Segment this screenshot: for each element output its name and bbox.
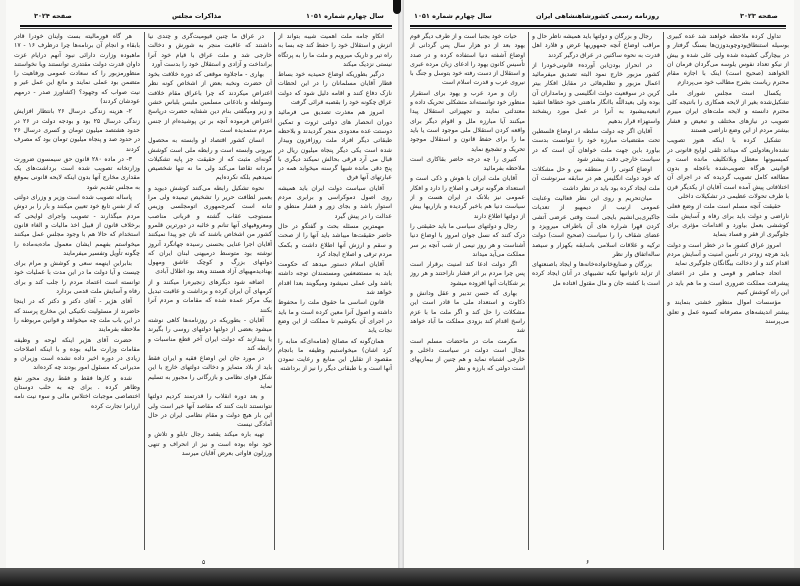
paragraph: بزرگان و صنایع‌خانواده‌خانه‌ها و ایجاد باصنعتهای از تزاید ناتوانیها تکیه تشبیهای در آنان ایجاد کرده است با کشته جان و مال مقتول افتاده مل bbox=[532, 261, 660, 287]
column-separator bbox=[528, 32, 529, 550]
right-page-header bbox=[404, 12, 794, 24]
paragraph: اتکاو جامه ملت اهمیت شیبه بتواند از انزش و استقلال خود را حفظ کند چه بسا به راه تیر و تاریک میرویم و ملت ما را به پرتگاه نیستی نزدیک میکند bbox=[278, 33, 392, 68]
paragraph: هر گاه فورمالیته بست واینان خودرا قادر بابقاء و انجام آن برنامه‌ها چرا درظرف ۱۶ - ۱۷ ماهبوده وزارت دارائی نبود آنهم درایام عزت داوان قدرت دولت مقتدری توانستند ویا نخواستند منظورمزبور را که سعادت عمومی ورفاهیت را متضمن بود عملی نمایند و مانع این عمل غیر و نیت صواب که وجهود؟ (کشاورز صدر - درمهم عودشان کردند) bbox=[14, 33, 140, 106]
paragraph: آقایان سیاست دولت ایران باید همیشه روی اصول دموکراسی و برابری مردم استوار باشد و بجای زور و فشار منطق و عدالت را در پیش گیرد bbox=[278, 184, 392, 220]
scan-ink-mark bbox=[393, 0, 401, 14]
paragraph: امروز هم معذرت تصدیق می فرمائید دوران انحصار های دولتی ثروت و تمکین دوستت عده معدودی منجر گردیدند و بلاحظه طبقاتی دیگر افراد ملت روزافزون وبیدار شده است یکی دیگر پنجاه میلیون ریال در قبال می آرد فرقی بحالش نمیکند دیگری با پنج دقی مانده شیها گرسنه میخوابد همه در عبارتهای آنها فرق bbox=[278, 109, 392, 182]
left-header-rule-thin bbox=[20, 28, 392, 29]
paragraph: پاساله تصویب شده است وزیر و وزرای دولتی که از نفس تابع خود تعیین میکنند و بار را بر دوش مردم میگذارند - تصویب واجرای لوایحی که برخلاف قانون از قبیل اخذ مالیات و الغاء قانون استخدام که حالا هم با وجود مجلس عمل میکنند میخواستم بفهمم ایشان معمول ماده‌به‌ماده را چگونه تأویل وتفسیر میفرمایند bbox=[14, 194, 140, 257]
paragraph: ۲- هزینه زندگی درسال ۲۶ بانتظار افزایش زندگی درسال ۲۵ بود و بودجه دولت در ۲۶ در حدود هشتصد میلیون تومان و کسری درسال ۲۶ در حدود صد و پنجاه میلیون تومان بود که مصرف کردند bbox=[14, 108, 140, 153]
paragraph: حقیقت آنچه مسلم است ملت از وضع فعلی ناراضی و دولت باید برای رفاه و آسایش ملت کوششی بعمل بیاورد و اقدامات مؤثری برای جلوگیری از فقر و فساد بنماید bbox=[667, 203, 789, 239]
paragraph: حضرت آقای هژیر اینکه لوحه و وظیفه مقامات وزارت مالیه بوده و با اینکه اصلاحات زیادی در دوره اخیر داده نشده است وزیران و مدیرانی که مسئول امور بودند چه کرده‌اند bbox=[14, 336, 140, 372]
left-issue-label: سال چهارم شماره ۱۰۵۱ bbox=[306, 12, 384, 20]
paragraph: شده و کارها فقط و فقط روی محور نفع وظاهر کرده . برای چه به حلب دوستان اختصاصی موجبات اختلاس مالی و سوء نیت نامه ارزانرا تجارت کرده bbox=[14, 374, 140, 410]
column-separator bbox=[274, 32, 275, 550]
left-header-rule bbox=[20, 25, 392, 27]
paragraph: میان‌تحریم و روی این نظر فعالیت وعنایت عمومی ارنیب از دیمهیو از تعدیات جاکیری‌بی‌انشیم بایجی است وقتی عرضی آتشی کردن قهرا شراره های آن باطراف میرویزد و عضای شقاف را را سیاست (صحیح است) دولت ترکیه و علاقات اسلامی باسابقه بکهزار و سیصد ساله‌اتفاق وار نظر bbox=[532, 195, 660, 258]
paragraph: رجال و بزرگان و دولتها باید همیشه ناظر حال و مراقب اوضاع آنچه جمهوریها غرض و فلارد اهل قدرت به نحوه ساکنین در عراق درگیر کردند bbox=[532, 33, 660, 59]
paragraph: بنابراین اینهمه سعی و کوشش و مرام برای چیست و آیا دولت ما در این مدت با عملیات خود توانسته است اعتماد مردم را جلب کند و برای رفاه و آسایش ملت قدمی بردارد bbox=[14, 260, 140, 296]
paragraph: کنیری را چه درجه حاضر بقاکاری است ملاحظه بفرمائید bbox=[410, 155, 525, 173]
left-page bbox=[6, 0, 398, 572]
paragraph: نحوه تشکیل رابطه می‌کنند کوشش دیوید و بعمیر لطافت حریر را تشخیص تیمیده ولی مرا تنانه است کمرجمهوری اتومجلسی وزیس مستوجب عقاب گشته و قربانی مناصب ومعروفیهای آنها تنانم و خائبه در دورترین قلمرو کشور من اشخاص باشند که نان جو پیدا نمیکنند آقایان اجرا عنایی بحسنی رسیده جهانگرد آنروز نوشته بود متوسط درمیهنی لبنان ایران که دولتهای بزرگ و کوچک عاشق ومهول بهنادیدمهیهای آزاد هستند وبعد بود اطلال آبادی bbox=[148, 184, 272, 276]
paragraph: اگر دولت ادعا کند امنیت برقرار است پس چرا مردم بر اثر فشار ناراحتند و هر روز بر شکایات آنها افزوده میشود bbox=[410, 261, 525, 287]
paragraph: و بعد دوره انقلاب را قدرتمند کردیم دولتها نتوانستند ثابت کنند که مقاصد آنها خیر است ولی این بار هیچ دولت و مقام نظامی ایران در حال آمادگی نیست bbox=[148, 393, 272, 429]
paragraph: یکسال است مجلس شورای ملی تشکیل‌شده بغیر از لایحه همکاری را بانتیجه کلی محترم دانسته و لایحه ملت‌های ایران میبرم تصویب در نیازهای مختلف و تبعیض و فشار بیشتر مردم از این وضع ناراضی هستند bbox=[667, 89, 789, 134]
paragraph: آقایان - بطوریکه در روزنامه‌ها کاهی نوشته میشود بعضی از دولتها دولتهای روسی را بگیرند یا بیندازند که دولت ایران آخر قطع مناسبات و رابطه کند bbox=[148, 316, 272, 352]
right-column-1 bbox=[410, 32, 525, 552]
left-section-title: مذاکرات مجلس bbox=[172, 12, 222, 20]
left-column-2 bbox=[148, 32, 272, 552]
paragraph: زان و مرد عرب و یهود برای استقرار منظور خود توانسته‌اند متشکلی تحریک داده و معتدلتی نمایند و تجهیزاتی استقلال پیدا میکنند آیا مبارزه ملل و اقوام دیگر برای واقعه کردن استقلال ملی موجود است یا باید ما را برای حفظ قانون و استقلال موجود تحریک و تشجیع نماید bbox=[410, 89, 525, 153]
left-page-footer-mark: ۵ bbox=[202, 559, 206, 566]
paragraph: آقایان ملت ایران با هوش و ذکی است و استعداد هرگونه ترقی و اصلاح را دارد و افکار عمومی نیز بلانک در ایران هست و از سیاست دنیا هم باخبر گردیده و بازاریها بیش از دولتها اطلاع دارند bbox=[410, 175, 525, 220]
scan-bottom-edge bbox=[0, 568, 800, 586]
paragraph: درگیر بطوریکه اوضاع حمیدیه خود بساط قطار آقایان مسلمانان را در این لحظات نازک دفاع کنند و اقامه دلیل شود که دولت عراق چکونه خود را بقصبه قرائی گرفت bbox=[278, 71, 392, 107]
left-page-header bbox=[6, 12, 398, 24]
right-header-rule-thin bbox=[410, 28, 786, 29]
paragraph: مهمترین مسئله بحث و گفتگو در حال حاضر حقیقت‌ها میباشد باید آنها را از صحت و سقم و ارزش آنها اطلاع داشت و بکمک مردم ترقی و اصلاح ایجاد کرد bbox=[278, 222, 392, 258]
column-separator bbox=[663, 32, 664, 550]
masthead-title: روزنامه رسمی کشورشاهنشاهی ایران bbox=[536, 12, 660, 20]
paragraph: حیات خود بجنبا است و از طرف دیگر قوم یهود بعد از دو هزار سال پس گردانی از اوضاع آشفته دنیا استفاده کرده و در صدد تأسیس کانون یهود را ادعای زبان مرده عبری و استقلال از دست رفته خود بتوسل و جنگ با نیروی عرب و قدرت اسلام است bbox=[410, 33, 525, 87]
left-page-number: صفحه ۳۰۲۴ bbox=[34, 12, 72, 20]
paragraph: قانون اساسی ما حقوق ملت را محفوظ داشته و اصول آنرا معین کرده است و ما باید در اجرای آن بکوشیم تا مملکت از این وضع نجات یابد bbox=[278, 299, 392, 335]
paragraph: بهاری - ماجلاوه موقعی که دوره خلافت بخود آن حضرت ونخبه بعض از اشخاص کونه نظر اعتراض میکردند که چرا باعراق مقام خلافت وسولطه و باذغانی مسلمین ملبس بلباس خشن و زبر ومیگفتی بنام دین شفتایه حضرت درپاسخ اعتراض فرموده آنچه بر تن پوشیده‌ام از جنس مردم ستمدیده است bbox=[148, 71, 272, 134]
paragraph: آقایان اسلام دستور میدهد که حکومت باید به مستضعفین ومستمندان توجه داشته باشد ولی عملی نمیشود ومیگویند بعدا اقدام خواهد شد bbox=[278, 261, 392, 297]
left-column-1 bbox=[14, 32, 140, 552]
column-separator bbox=[144, 32, 145, 550]
paragraph: بهاری که حسن تدبیر و عقل ودانش و ذکاوت و استعداد ملی ما قادر است این مشکلات را حل کند و اگر ملت ما با عزم راسخ اقدام کند بزودی مملکت ما آباد خواهد شد bbox=[410, 290, 525, 335]
paragraph: مؤسسات اموال منطور خشتی بنمایند و بیشتر اندیشه‌های مصرفانه کسوه عمل و تعلق می‌پرسند bbox=[667, 299, 789, 325]
right-page-footer-mark: ۶ bbox=[586, 559, 590, 566]
left-column-3 bbox=[278, 32, 392, 552]
paragraph: اتحاد جماهیر و قومی و ملی در اعضای پیشرفت مملکت ضروری است و ما هم باید در این راه کوشش کنیم bbox=[667, 270, 789, 297]
paragraph: اوضاع کنونی را از منطقه بین و حل مشکلات که خود دولت انگلیس هم در سابقه سرنوشت آن ملت ایجاد کرده بود باید در نظر داشت bbox=[532, 166, 660, 192]
paragraph: اضافه شود دیگرهای زنجیره‌را میکنند و از کرمهای آن ایران کرده و برداشت و عاقبت تبدیل بیک مرکز عمده شده که مقامات و مردم آنرا بکنند bbox=[148, 278, 272, 314]
right-column-3 bbox=[667, 32, 789, 552]
paragraph: امروز عراق کشور ما در خطر است و دولت باید هرچه زودتر در تأمین امنیت و آسایش مردم اقدام کند و از دخالت بیگانگان جلوگیری نماید bbox=[667, 241, 789, 268]
right-column-2 bbox=[532, 32, 660, 552]
right-page-number: صفحه ۳۰۲۳ bbox=[740, 12, 778, 20]
right-page bbox=[404, 0, 794, 572]
paragraph: تشکیل کرده با اینکه هنوز تصویب نشده‌اربعا‌دولتی که میداند تلقی لوایح قانونی در کمیسیونها معطل وبلاتکلیف مانده است و قوانینی هرگاه تصویب‌شده باعجله و بدون مطالعه کامل تصویب گردیده که در اجرای آن اختلافاتی پیش آمده است آقایان از یکدیگر قرن با طرف تحولات عظیمی در تشکیلات داخلی bbox=[667, 137, 789, 201]
paragraph: در انحراز بودن‌این آوردهء قانونی‌خودرا از کشور مزبور خارج نمود البته تصدیق میفرمائید اعمال مزبور و تظلم‌هائی در مقابل افکار بیتر کرین در سوقعیت دولت انگلیسی و زمامداران آن بوده ولی بعیداللّه باانگار ماهنتی خود خطاها انتقید انبعیه‌بیشبود به آنرا در عمل مورد ریشخند واستهزاء قرار بدهیم bbox=[532, 61, 660, 125]
paragraph: ۳- در ماده ۲۸۰ قانون حق سیمسون ضرورت وزارتخانه تصویب شده است برداشت‌های یک مقداری مخارج آنها بدون اینکه لایحه قانونی بموقع به مجلس تقدیم شود bbox=[14, 155, 140, 191]
paragraph: مکرمت مات در ماحضات مسلم است مجال است دولت در سیاست داخلی و خارجی اشتباه نماید و هم چنین از بیماریهای است دولتی که بارزه و نظر bbox=[410, 337, 525, 373]
paragraph: انسان کشور اقتصاد او وابسته به محصول بیرونی وابسته است و رابطه ملی است کوشش گونه‌ای مثبت که از حقیقت جز پایه تشکیلات مردانه تقاضا می‌کند ولی ما نه تنها شخصیص نمیدهیم بلکه نکرده‌ایم bbox=[148, 137, 272, 182]
right-issue-label: سال چهارم شماره ۱۰۵۱ bbox=[414, 12, 492, 20]
right-header-rule bbox=[410, 25, 786, 27]
paragraph: در عراق ما چنین قیومیت‌گری و چندی نیا داشتند که عاقبت منجر به شورش و دخالت خارجی شد و ملت عراق با قیام خود آنرا برانداخت و آزادی و استقلال خود را بدست آورد bbox=[148, 33, 272, 68]
paragraph: همان‌گونه که مصالح (هنامه‌ای‌که منابه را کرد اشان) میخواستیم وظیفه ما بانجام مقصود از تقلیل این منابع و رعایت نمودن آنها است و با طبقاتی دیگر را نیز از برداشته bbox=[278, 337, 392, 373]
paragraph: در مورد جان این اوضاع فقیه و ایران فقط باید از بلاد متمایز و دخالت دولتهای خارج با این شکل قوای نظامی و بازرگانی را مجبور به تسلیم نماید bbox=[148, 355, 272, 390]
paragraph: تداول کرده ملاحظه خواهند شد عده کبیری بوسیله استنطاق‌ودوچوبدوزن‌ها بسنگ گرفتار و در بیچارگی کشیده شده ولی علی شده و بیش از نیکو تعداد نفوس یلوسه می‌گردان فرمان ان الخواهند (صحیح است) اینک با اجازه مقام محترم ریاست بشرح مطالب خود می‌پردازم bbox=[667, 33, 789, 87]
paragraph: آقای هژیر - آقای دکتر و دکتر که در اینجا حاضرند از مسئولیت تکنیکی این مخارج پرسند که در این باب ملت چه میخواهد و قوانین مربوطه را ملاحظه بفرمایند bbox=[14, 298, 140, 334]
paragraph: رجال و دولتهای سیاسی ما باید حقیقتی را درک کنند که نسل جوان امروز با اوضاع دنیا آشناست و هر روز نیمی از شب آنچه بر سر مملکت می‌آید میداند bbox=[410, 222, 525, 258]
paragraph: آقایان اگر چه دولت سلطه در اوضاع فلسطین تحت مقتضیات مبارزه خود را نتوانست بدست بیاورد باین جهت ملت خواهان آن است که در سیاست خارجی دقت بیشتر شود bbox=[532, 127, 660, 163]
paragraph: تهیه باره میکند یقصد رجال تابلو و تلاش و خود نواه بوده است و نیز از انحراف و تنهی ورزلون فاواتی بعرض آقایان میرسد bbox=[148, 431, 272, 458]
